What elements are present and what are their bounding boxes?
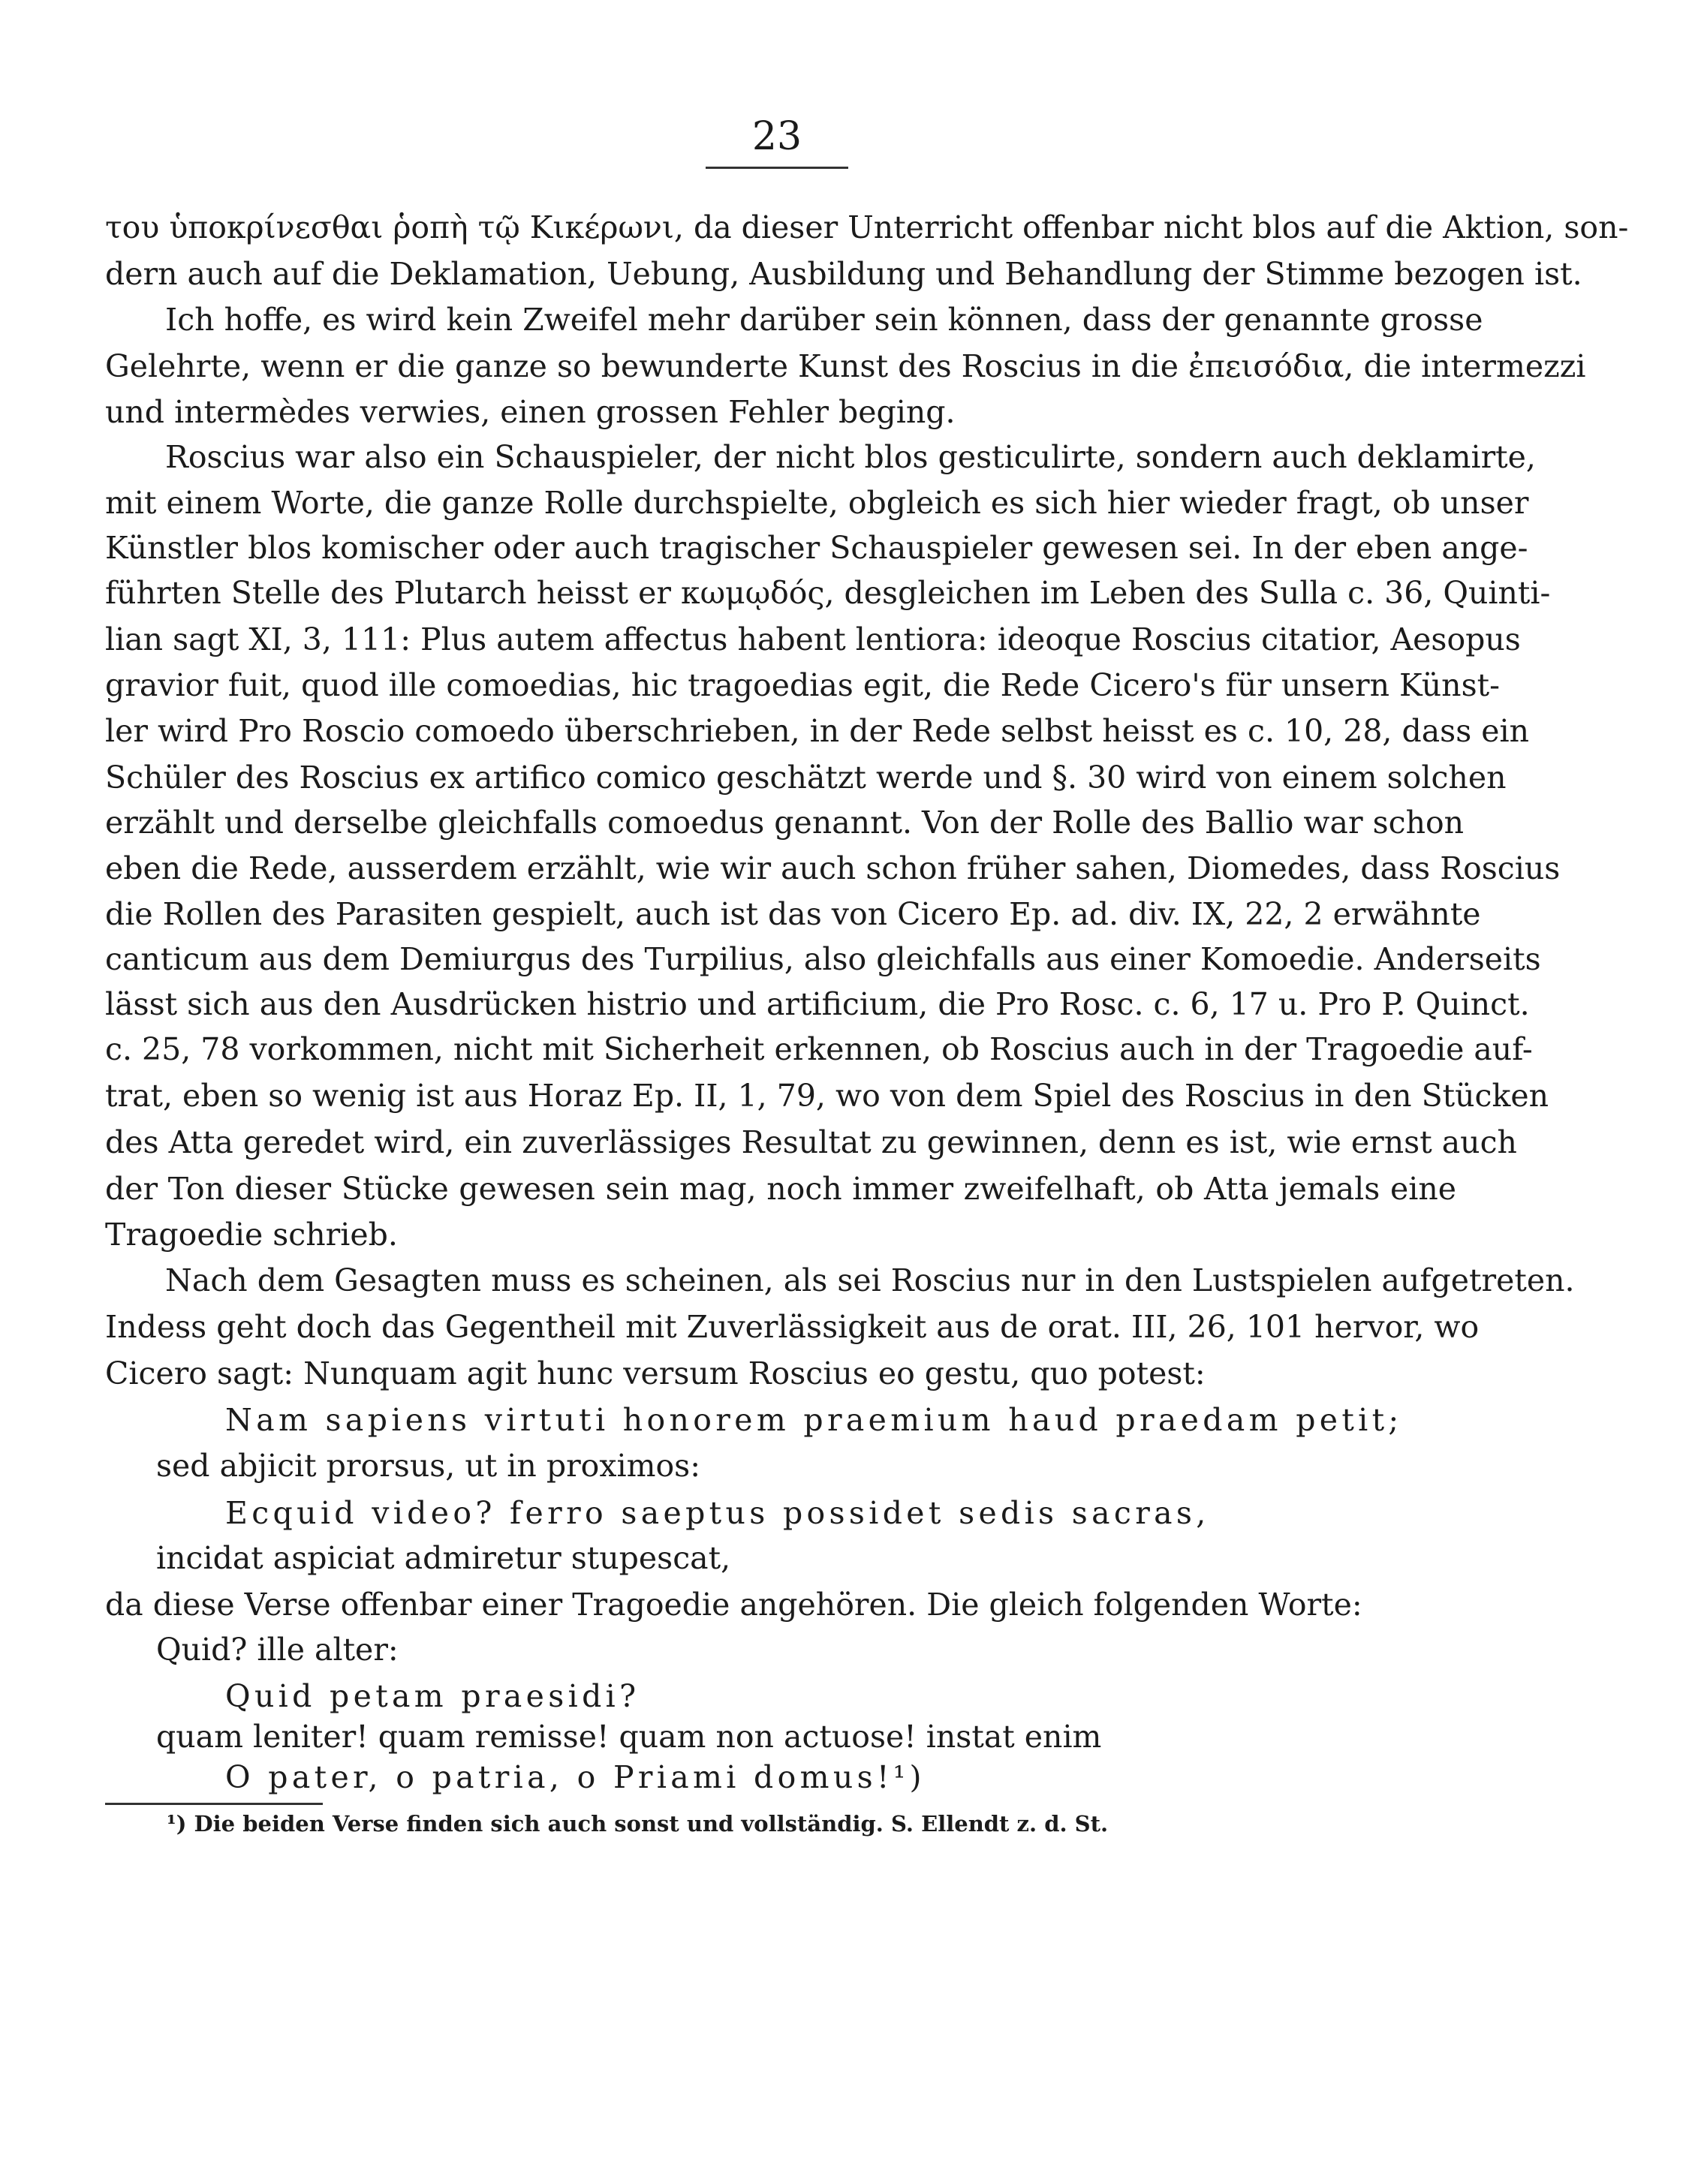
- verse-quote: Quid petam praesidi?: [225, 1678, 640, 1714]
- text-line: eben die Rede, ausserdem erzählt, wie wir auch schon früher sahen, Diomedes, dass Roscius: [105, 850, 1561, 886]
- text-line: der Ton dieser Stücke gewesen sein mag, noch immer zweifelhaft, ob Atta jemals eine: [105, 1171, 1456, 1207]
- text-line: Quid? ille alter:: [156, 1632, 399, 1668]
- text-line: canticum aus dem Demiurgus des Turpilius, also gleichfalls aus einer Komoedie. Anderseits: [105, 941, 1541, 977]
- text-line: Cicero sagt: Nunquam agit hunc versum Roscius eo gestu, quo potest:: [105, 1355, 1206, 1391]
- page-number: 23: [751, 114, 802, 159]
- text-line: Schüler des Roscius ex artifico comico geschätzt werde und §. 30 wird von einem solchen: [105, 760, 1507, 796]
- text-line: Tragoedie schrieb.: [105, 1217, 398, 1253]
- text-line: erzählt und derselbe gleichfalls comoedus genannt. Von der Rolle des Ballio war schon: [105, 805, 1465, 841]
- text-line: quam leniter! quam remisse! quam non actuose! instat enim: [156, 1719, 1102, 1755]
- text-line: da diese Verse offenbar einer Tragoedie angehören. Die gleich folgenden Worte:: [105, 1587, 1362, 1623]
- footnote: ¹) Die beiden Verse finden sich auch sonst und vollständig. S. Ellendt z. d. St.: [167, 1811, 1109, 1837]
- text-line: Ich hoffe, es wird kein Zweifel mehr darüber sein können, dass der genannte grosse: [165, 302, 1483, 338]
- text-line: und intermèdes verwies, einen grossen Fehler beging.: [105, 394, 956, 430]
- text-line: lian sagt XI, 3, 111: Plus autem affectus habent lentiora: ideoque Roscius citatior, Aesopus: [105, 621, 1521, 657]
- footnote-rule: [105, 1803, 323, 1805]
- text-line: c. 25, 78 vorkommen, nicht mit Sicherheit erkennen, ob Roscius auch in der Tragoedie auf-: [105, 1031, 1533, 1067]
- text-line: trat, eben so wenig ist aus Horaz Ep. II, 1, 79, wo von dem Spiel des Roscius in den Stücken: [105, 1078, 1549, 1114]
- text-line: die Rollen des Parasiten gespielt, auch ist das von Cicero Ep. ad. div. IX, 22, 2 erwähnte: [105, 896, 1481, 932]
- page-number-rule: [706, 167, 848, 169]
- verse-quote: sed abjicit prorsus, ut in proximos:: [156, 1448, 701, 1484]
- verse-quote: incidat aspiciat admiretur stupescat,: [156, 1540, 731, 1576]
- text-line: Roscius war also ein Schauspieler, der nicht blos gesticulirte, sondern auch deklamirte,: [165, 439, 1536, 475]
- text-line: Künstler blos komischer oder auch tragischer Schauspieler gewesen sei. In der eben ange-: [105, 530, 1528, 566]
- text-line: Nach dem Gesagten muss es scheinen, als sei Roscius nur in den Lustspielen aufgetreten.: [165, 1262, 1575, 1298]
- text-line: führten Stelle des Plutarch heisst er κωμῳδός, desgleichen im Leben des Sulla c. 36, Quinti-: [105, 575, 1551, 611]
- text-line: lässt sich aus den Ausdrücken histrio und artificium, die Pro Rosc. c. 6, 17 u. Pro P. Quinct.: [105, 986, 1530, 1022]
- verse-quote: O pater, o patria, o Priami domus!¹): [225, 1759, 926, 1795]
- text-line: ler wird Pro Roscio comoedo überschrieben, in der Rede selbst heisst es c. 10, 28, dass ein: [105, 713, 1530, 749]
- verse-quote: Ecquid video? ferro saeptus possidet sedis sacras,: [225, 1495, 1210, 1531]
- text-line: dern auch auf die Deklamation, Uebung, Ausbildung und Behandlung der Stimme bezogen ist.: [105, 256, 1582, 292]
- text-line: des Atta geredet wird, ein zuverlässiges Resultat zu gewinnen, denn es ist, wie ernst auch: [105, 1124, 1517, 1160]
- text-line: του ὑποκρίνεσθαι ῥοπὴ τῷ Κικέρωνι, da dieser Unterricht offenbar nicht blos auf die Aktion, son-: [105, 209, 1629, 245]
- text-line: gravior fuit, quod ille comoedias, hic tragoedias egit, die Rede Cicero's für unsern Künst-: [105, 667, 1500, 703]
- text-line: Gelehrte, wenn er die ganze so bewunderte Kunst des Roscius in die ἐπεισόδια, die intermezzi: [105, 348, 1586, 384]
- text-line: mit einem Worte, die ganze Rolle durchspielte, obgleich es sich hier wieder fragt, ob unser: [105, 485, 1529, 521]
- text-line: Indess geht doch das Gegentheil mit Zuverlässigkeit aus de orat. III, 26, 101 hervor, wo: [105, 1309, 1480, 1345]
- verse-quote: Nam sapiens virtuti honorem praemium haud praedam petit;: [225, 1402, 1403, 1438]
